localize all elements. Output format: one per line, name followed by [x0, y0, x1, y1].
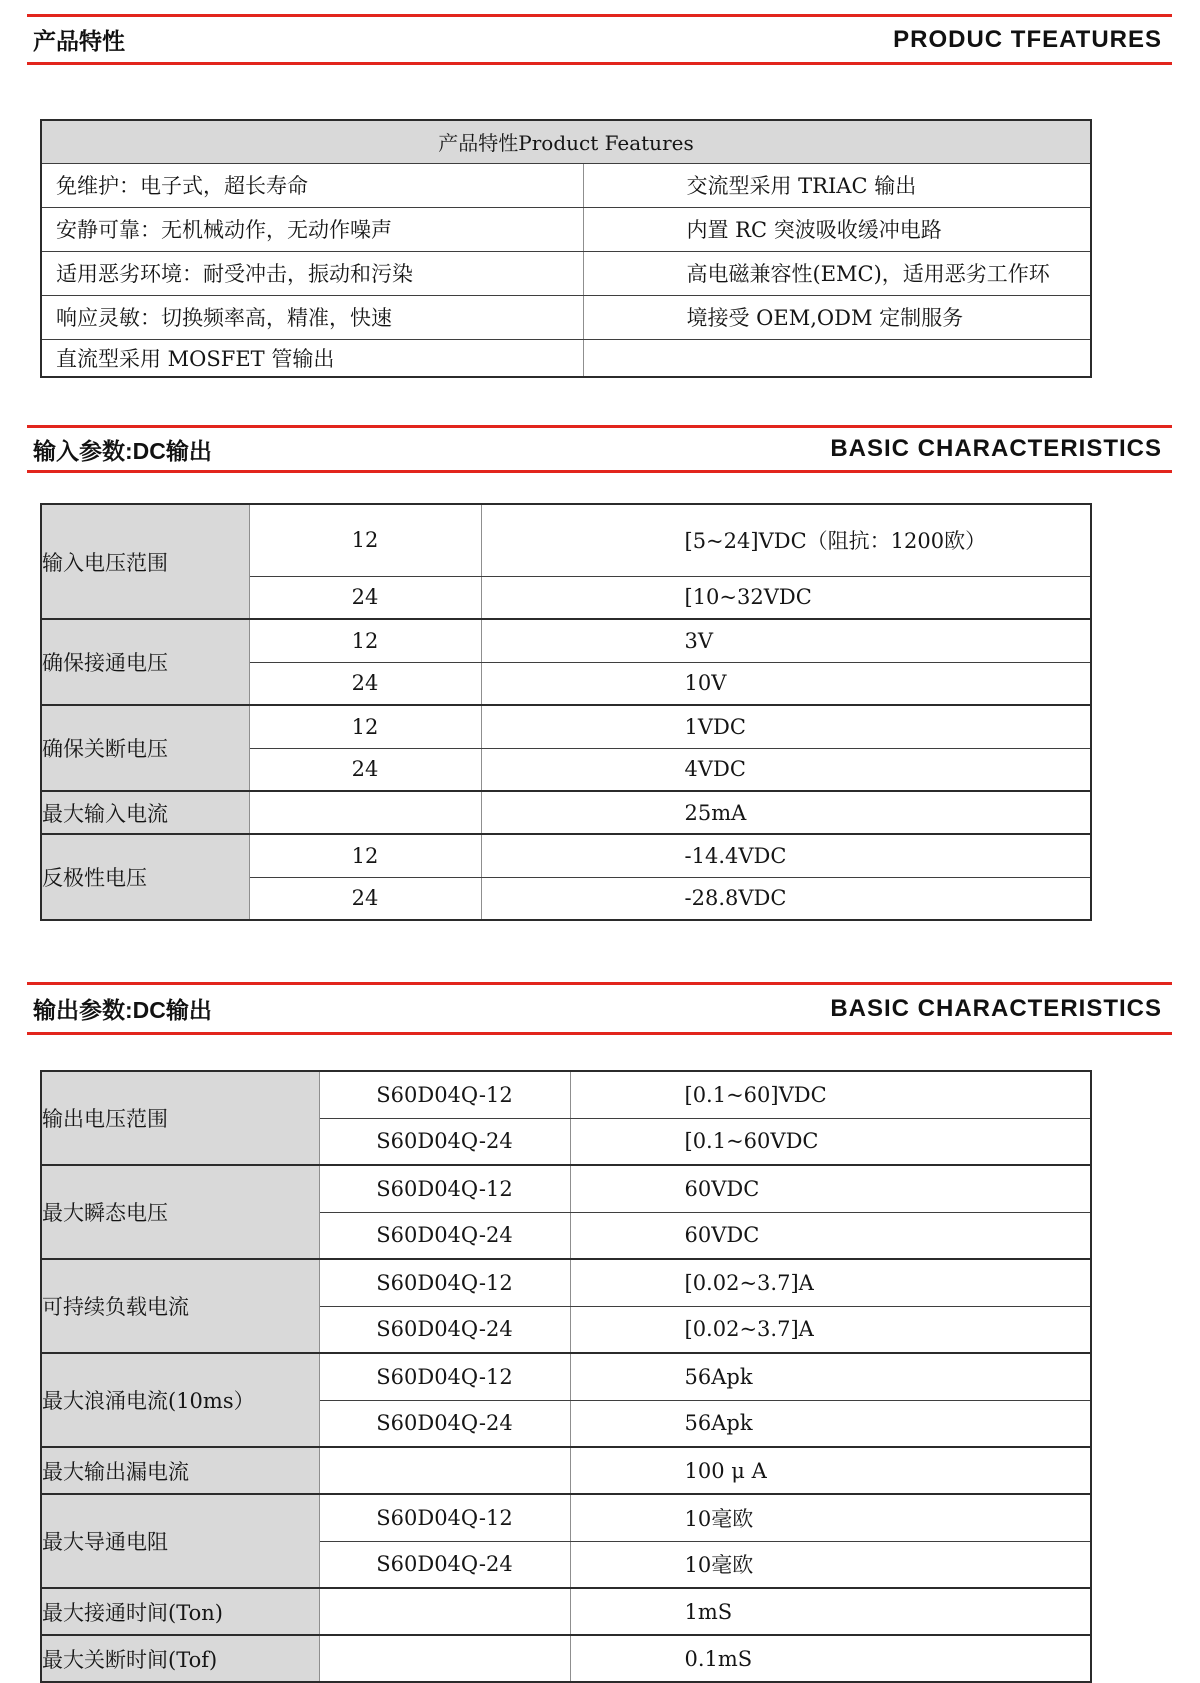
row-label-cell: 最大浪涌电流(10ms）	[41, 1353, 319, 1447]
feature-left-cell: 响应灵敏：切换频率高，精准，快速	[41, 295, 583, 339]
row-label-cell: 反极性电压	[41, 834, 249, 920]
feature-right-cell: 高电磁兼容性(EMC)，适用恶劣工作环	[583, 251, 1091, 295]
features-table	[40, 119, 1092, 378]
value-cell: 56Apk	[570, 1353, 1091, 1400]
row-label-cell: 最大关断时间(Tof)	[41, 1635, 319, 1682]
feature-right-cell: 内置 RC 突波吸收缓冲电路	[583, 207, 1091, 251]
red-divider	[27, 470, 1172, 473]
table-row	[41, 163, 1091, 207]
table-row	[41, 1447, 1091, 1494]
row-label-cell: 最大导通电阻	[41, 1494, 319, 1588]
section-title-zh: 产品特性	[33, 28, 125, 54]
table-header-row	[41, 120, 1091, 163]
variant-cell	[249, 791, 481, 834]
table-row	[41, 1165, 1091, 1212]
table-row	[41, 504, 1091, 576]
value-cell: 25mA	[481, 791, 1091, 834]
value-cell: [0.02~3.7]A	[570, 1306, 1091, 1353]
table-row	[41, 1588, 1091, 1635]
section-header-output	[0, 985, 1200, 1032]
value-cell: 56Apk	[570, 1400, 1091, 1447]
feature-left-cell: 适用恶劣环境：耐受冲击，振动和污染	[41, 251, 583, 295]
feature-left-cell: 免维护：电子式，超长寿命	[41, 163, 583, 207]
red-divider	[27, 62, 1172, 65]
row-label-cell: 确保接通电压	[41, 619, 249, 705]
value-cell: 100 μ A	[570, 1447, 1091, 1494]
variant-cell: S60D04Q-24	[319, 1306, 570, 1353]
variant-cell: 24	[249, 748, 481, 791]
value-cell: 1VDC	[481, 705, 1091, 748]
value-cell: -14.4VDC	[481, 834, 1091, 877]
section-title-en: PRODUC TFEATURES	[893, 25, 1162, 53]
variant-cell: S60D04Q-24	[319, 1212, 570, 1259]
section-title-en: BASIC CHARACTERISTICS	[830, 994, 1162, 1022]
value-cell: [0.1~60]VDC	[570, 1071, 1091, 1118]
value-cell: 60VDC	[570, 1212, 1091, 1259]
row-label-cell: 确保关断电压	[41, 705, 249, 791]
table-row	[41, 791, 1091, 834]
variant-cell: 12	[249, 619, 481, 662]
variant-cell	[319, 1447, 570, 1494]
variant-cell: 12	[249, 834, 481, 877]
feature-right-cell	[583, 339, 1091, 377]
table-header-cell: 产品特性Product Features	[41, 120, 1091, 163]
row-label-cell: 可持续负载电流	[41, 1259, 319, 1353]
table-row	[41, 1635, 1091, 1682]
output-parameters-table	[40, 1070, 1092, 1683]
variant-cell: S60D04Q-24	[319, 1118, 570, 1165]
variant-cell: S60D04Q-24	[319, 1541, 570, 1588]
feature-left-cell: 安静可靠：无机械动作，无动作噪声	[41, 207, 583, 251]
table-row	[41, 1353, 1091, 1400]
variant-cell: S60D04Q-12	[319, 1353, 570, 1400]
row-label-cell: 最大输出漏电流	[41, 1447, 319, 1494]
table-row	[41, 834, 1091, 877]
input-parameters-table	[40, 503, 1092, 921]
red-divider	[27, 1032, 1172, 1035]
table-row	[41, 339, 1091, 377]
variant-cell: 24	[249, 662, 481, 705]
table-row	[41, 1259, 1091, 1306]
section-title-en: BASIC CHARACTERISTICS	[830, 435, 1162, 462]
value-cell: 0.1mS	[570, 1635, 1091, 1682]
section-header-features	[0, 17, 1200, 62]
variant-cell: S60D04Q-12	[319, 1494, 570, 1541]
value-cell: [5~24]VDC（阻抗：1200欧）	[481, 504, 1091, 576]
row-label-cell: 最大瞬态电压	[41, 1165, 319, 1259]
value-cell: [10~32VDC	[481, 576, 1091, 619]
variant-cell: S60D04Q-24	[319, 1400, 570, 1447]
section-header-input	[0, 428, 1200, 470]
variant-cell: 12	[249, 504, 481, 576]
table-row	[41, 705, 1091, 748]
variant-cell: S60D04Q-12	[319, 1259, 570, 1306]
value-cell: 60VDC	[570, 1165, 1091, 1212]
variant-cell: 24	[249, 877, 481, 920]
variant-cell: S60D04Q-12	[319, 1071, 570, 1118]
value-cell: 10毫欧	[570, 1541, 1091, 1588]
value-cell: 4VDC	[481, 748, 1091, 791]
feature-left-cell: 直流型采用 MOSFET 管输出	[41, 339, 583, 377]
variant-cell	[319, 1635, 570, 1682]
variant-cell	[319, 1588, 570, 1635]
table-row	[41, 251, 1091, 295]
table-row	[41, 1071, 1091, 1118]
value-cell: 1mS	[570, 1588, 1091, 1635]
table-row	[41, 295, 1091, 339]
row-label-cell: 最大接通时间(Ton)	[41, 1588, 319, 1635]
section-title-zh: 输入参数:DC输出	[33, 437, 212, 464]
value-cell: 3V	[481, 619, 1091, 662]
table-row	[41, 207, 1091, 251]
row-label-cell: 最大输入电流	[41, 791, 249, 834]
row-label-cell: 输出电压范围	[41, 1071, 319, 1165]
variant-cell: 12	[249, 705, 481, 748]
value-cell: 10V	[481, 662, 1091, 705]
feature-right-cell: 境接受 OEM,ODM 定制服务	[583, 295, 1091, 339]
variant-cell: S60D04Q-12	[319, 1165, 570, 1212]
value-cell: [0.1~60VDC	[570, 1118, 1091, 1165]
feature-right-cell: 交流型采用 TRIAC 输出	[583, 163, 1091, 207]
value-cell: [0.02~3.7]A	[570, 1259, 1091, 1306]
row-label-cell: 输入电压范围	[41, 504, 249, 619]
variant-cell: 24	[249, 576, 481, 619]
value-cell: 10毫欧	[570, 1494, 1091, 1541]
table-row	[41, 1494, 1091, 1541]
datasheet-page	[0, 14, 1200, 1672]
table-row	[41, 619, 1091, 662]
value-cell: -28.8VDC	[481, 877, 1091, 920]
section-title-zh: 输出参数:DC输出	[33, 997, 212, 1023]
